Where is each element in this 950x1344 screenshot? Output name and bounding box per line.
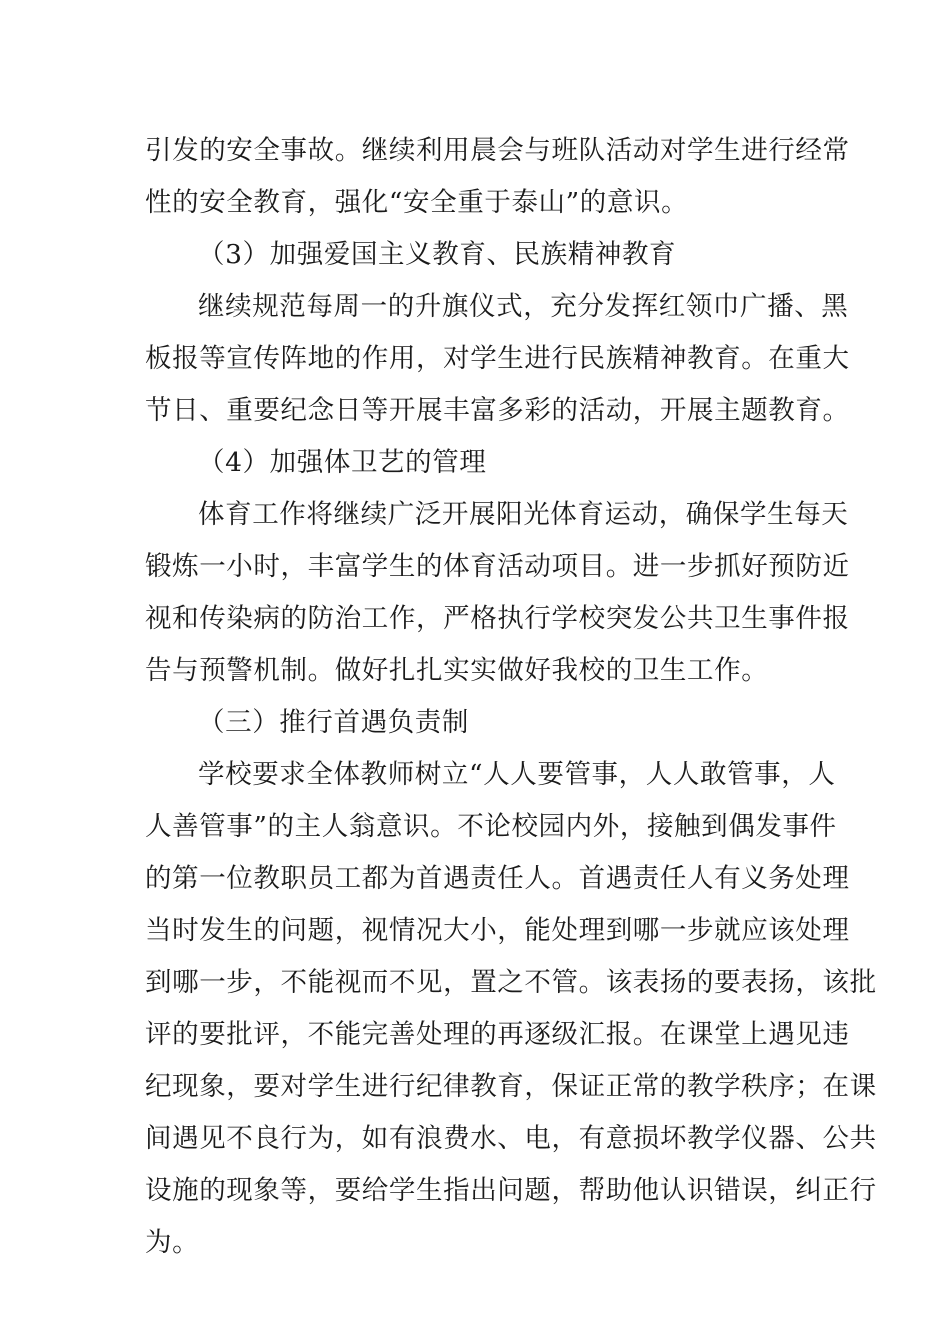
text-line: 当时发生的问题，视情况大小，能处理到哪一步就应该处理 xyxy=(145,915,850,946)
text-line: 到哪一步，不能视而不见，置之不管。该表扬的要表扬，该批 xyxy=(145,967,877,998)
text-line: 评的要批评，不能完善处理的再逐级汇报。在课堂上遇见违 xyxy=(145,1019,850,1050)
text-line: 性的安全教育，强化“安全重于泰山”的意识。 xyxy=(145,187,689,218)
text-line: 人善管事”的主人翁意识。不论校园内外，接触到偶发事件 xyxy=(145,811,837,842)
text-line: 的第一位教职员工都为首遇责任人。首遇责任人有义务处理 xyxy=(145,863,850,894)
text-line: 为。 xyxy=(145,1227,200,1258)
text-line: 学校要求全体教师树立“人人要管事，人人敢管事，人 xyxy=(198,759,836,790)
section-heading: （三）推行首遇负责制 xyxy=(198,707,469,738)
text-line: 继续规范每周一的升旗仪式，充分发挥红领巾广播、黑 xyxy=(198,291,849,322)
text-line: 板报等宣传阵地的作用，对学生进行民族精神教育。在重大 xyxy=(145,343,850,374)
text-line: 纪现象，要对学生进行纪律教育，保证正常的教学秩序；在课 xyxy=(145,1071,877,1102)
section-heading: （4）加强体卫艺的管理 xyxy=(198,447,487,478)
text-line: 设施的现象等，要给学生指出问题，帮助他认识错误，纠正行 xyxy=(145,1175,877,1206)
text-line: 引发的安全事故。继续利用晨会与班队活动对学生进行经常 xyxy=(145,135,850,166)
text-line: 节日、重要纪念日等开展丰富多彩的活动，开展主题教育。 xyxy=(145,395,850,426)
text-line: 间遇见不良行为，如有浪费水、电，有意损坏教学仪器、公共 xyxy=(145,1123,877,1154)
text-line: 告与预警机制。做好扎扎实实做好我校的卫生工作。 xyxy=(145,655,769,686)
text-line: 体育工作将继续广泛开展阳光体育运动，确保学生每天 xyxy=(198,499,849,530)
section-heading: （3）加强爱国主义教育、民族精神教育 xyxy=(198,239,677,270)
text-line: 锻炼一小时，丰富学生的体育活动项目。进一步抓好预防近 xyxy=(145,551,850,582)
text-line: 视和传染病的防治工作，严格执行学校突发公共卫生事件报 xyxy=(145,603,850,634)
